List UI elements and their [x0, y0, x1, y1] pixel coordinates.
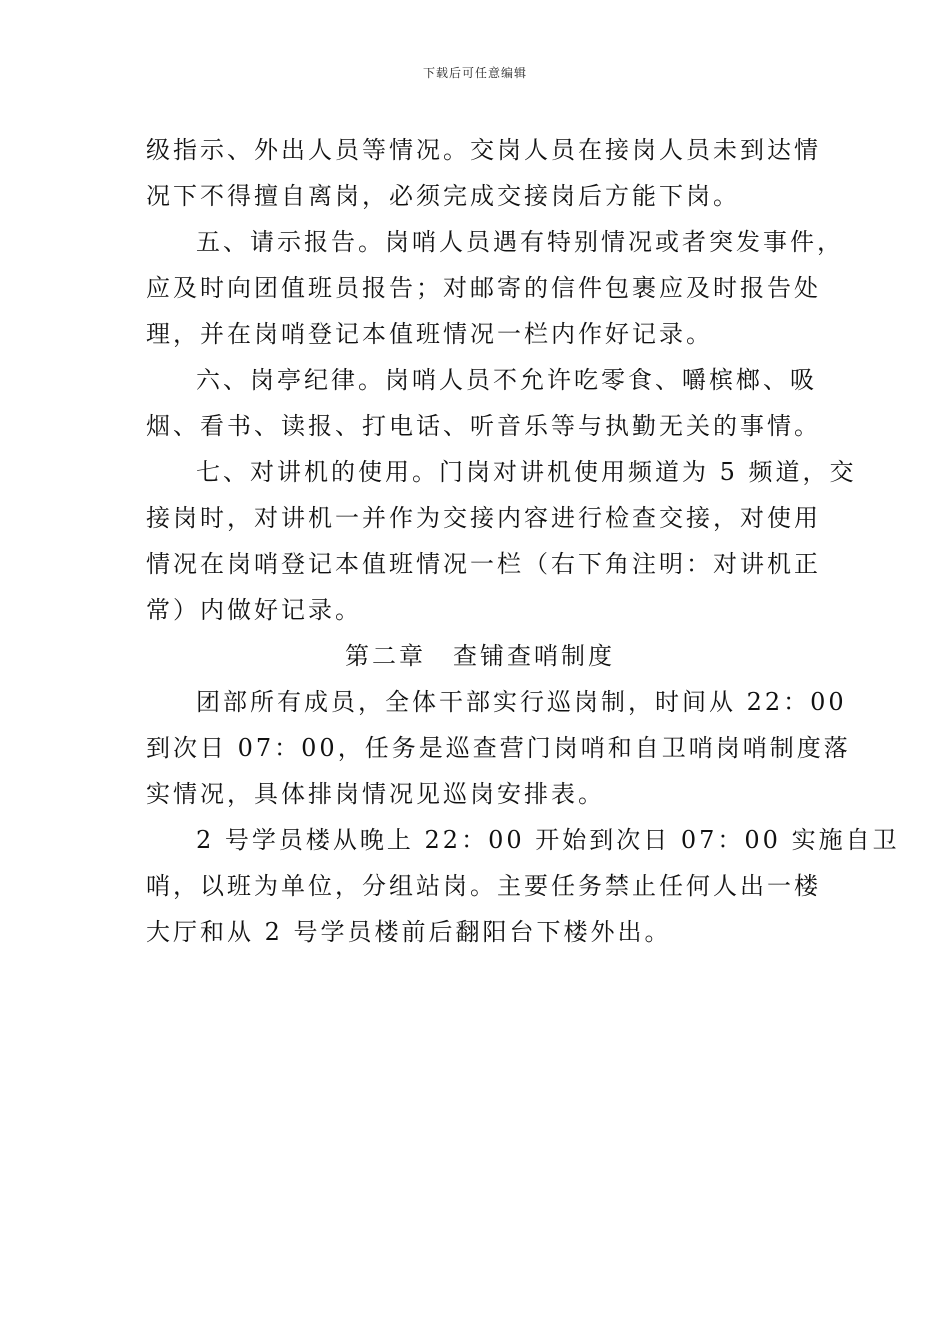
paragraph-walkie-talkie: 七、对讲机的使用。门岗对讲机使用频道为 5 频道，交 — [196, 458, 857, 486]
text-line: 实情况，具体排岗情况见巡岗安排表。 — [146, 780, 605, 808]
text-line: 情况在岗哨登记本值班情况一栏（右下角注明：对讲机正 — [146, 550, 821, 578]
document-body — [146, 127, 900, 955]
chapter-heading: 第二章 查铺查哨制度 — [345, 642, 615, 670]
text-line: 应及时向团值班员报告；对邮寄的信件包裹应及时报告处 — [146, 274, 821, 302]
text-line: 烟、看书、读报、打电话、听音乐等与执勤无关的事情。 — [146, 412, 821, 440]
text-line: 常）内做好记录。 — [146, 596, 362, 624]
text-line: 接岗时，对讲机一并作为交接内容进行检查交接，对使用 — [146, 504, 821, 532]
paragraph-report: 五、请示报告。岗哨人员遇有特别情况或者突发事件， — [196, 228, 844, 256]
paragraph-discipline: 六、岗亭纪律。岗哨人员不允许吃零食、嚼槟榔、吸 — [196, 366, 817, 394]
text-line: 大厅和从 2 号学员楼前后翻阳台下楼外出。 — [146, 918, 672, 946]
text-line: 级指示、外出人员等情况。交岗人员在接岗人员未到达情 — [146, 136, 821, 164]
text-line: 理，并在岗哨登记本值班情况一栏内作好记录。 — [146, 320, 713, 348]
text-line: 哨，以班为单位，分组站岗。主要任务禁止任何人出一楼 — [146, 872, 821, 900]
text-line: 到次日 07：00，任务是巡查营门岗哨和自卫哨岗哨制度落 — [146, 734, 851, 762]
paragraph-patrol: 团部所有成员，全体干部实行巡岗制，时间从 22：00 — [196, 688, 847, 716]
paragraph-building-guard: 2 号学员楼从晚上 22：00 开始到次日 07：00 实施自卫 — [196, 826, 900, 854]
text-line: 况下不得擅自离岗，必须完成交接岗后方能下岗。 — [146, 182, 740, 210]
page-header: 下载后可任意编辑 — [422, 66, 527, 80]
